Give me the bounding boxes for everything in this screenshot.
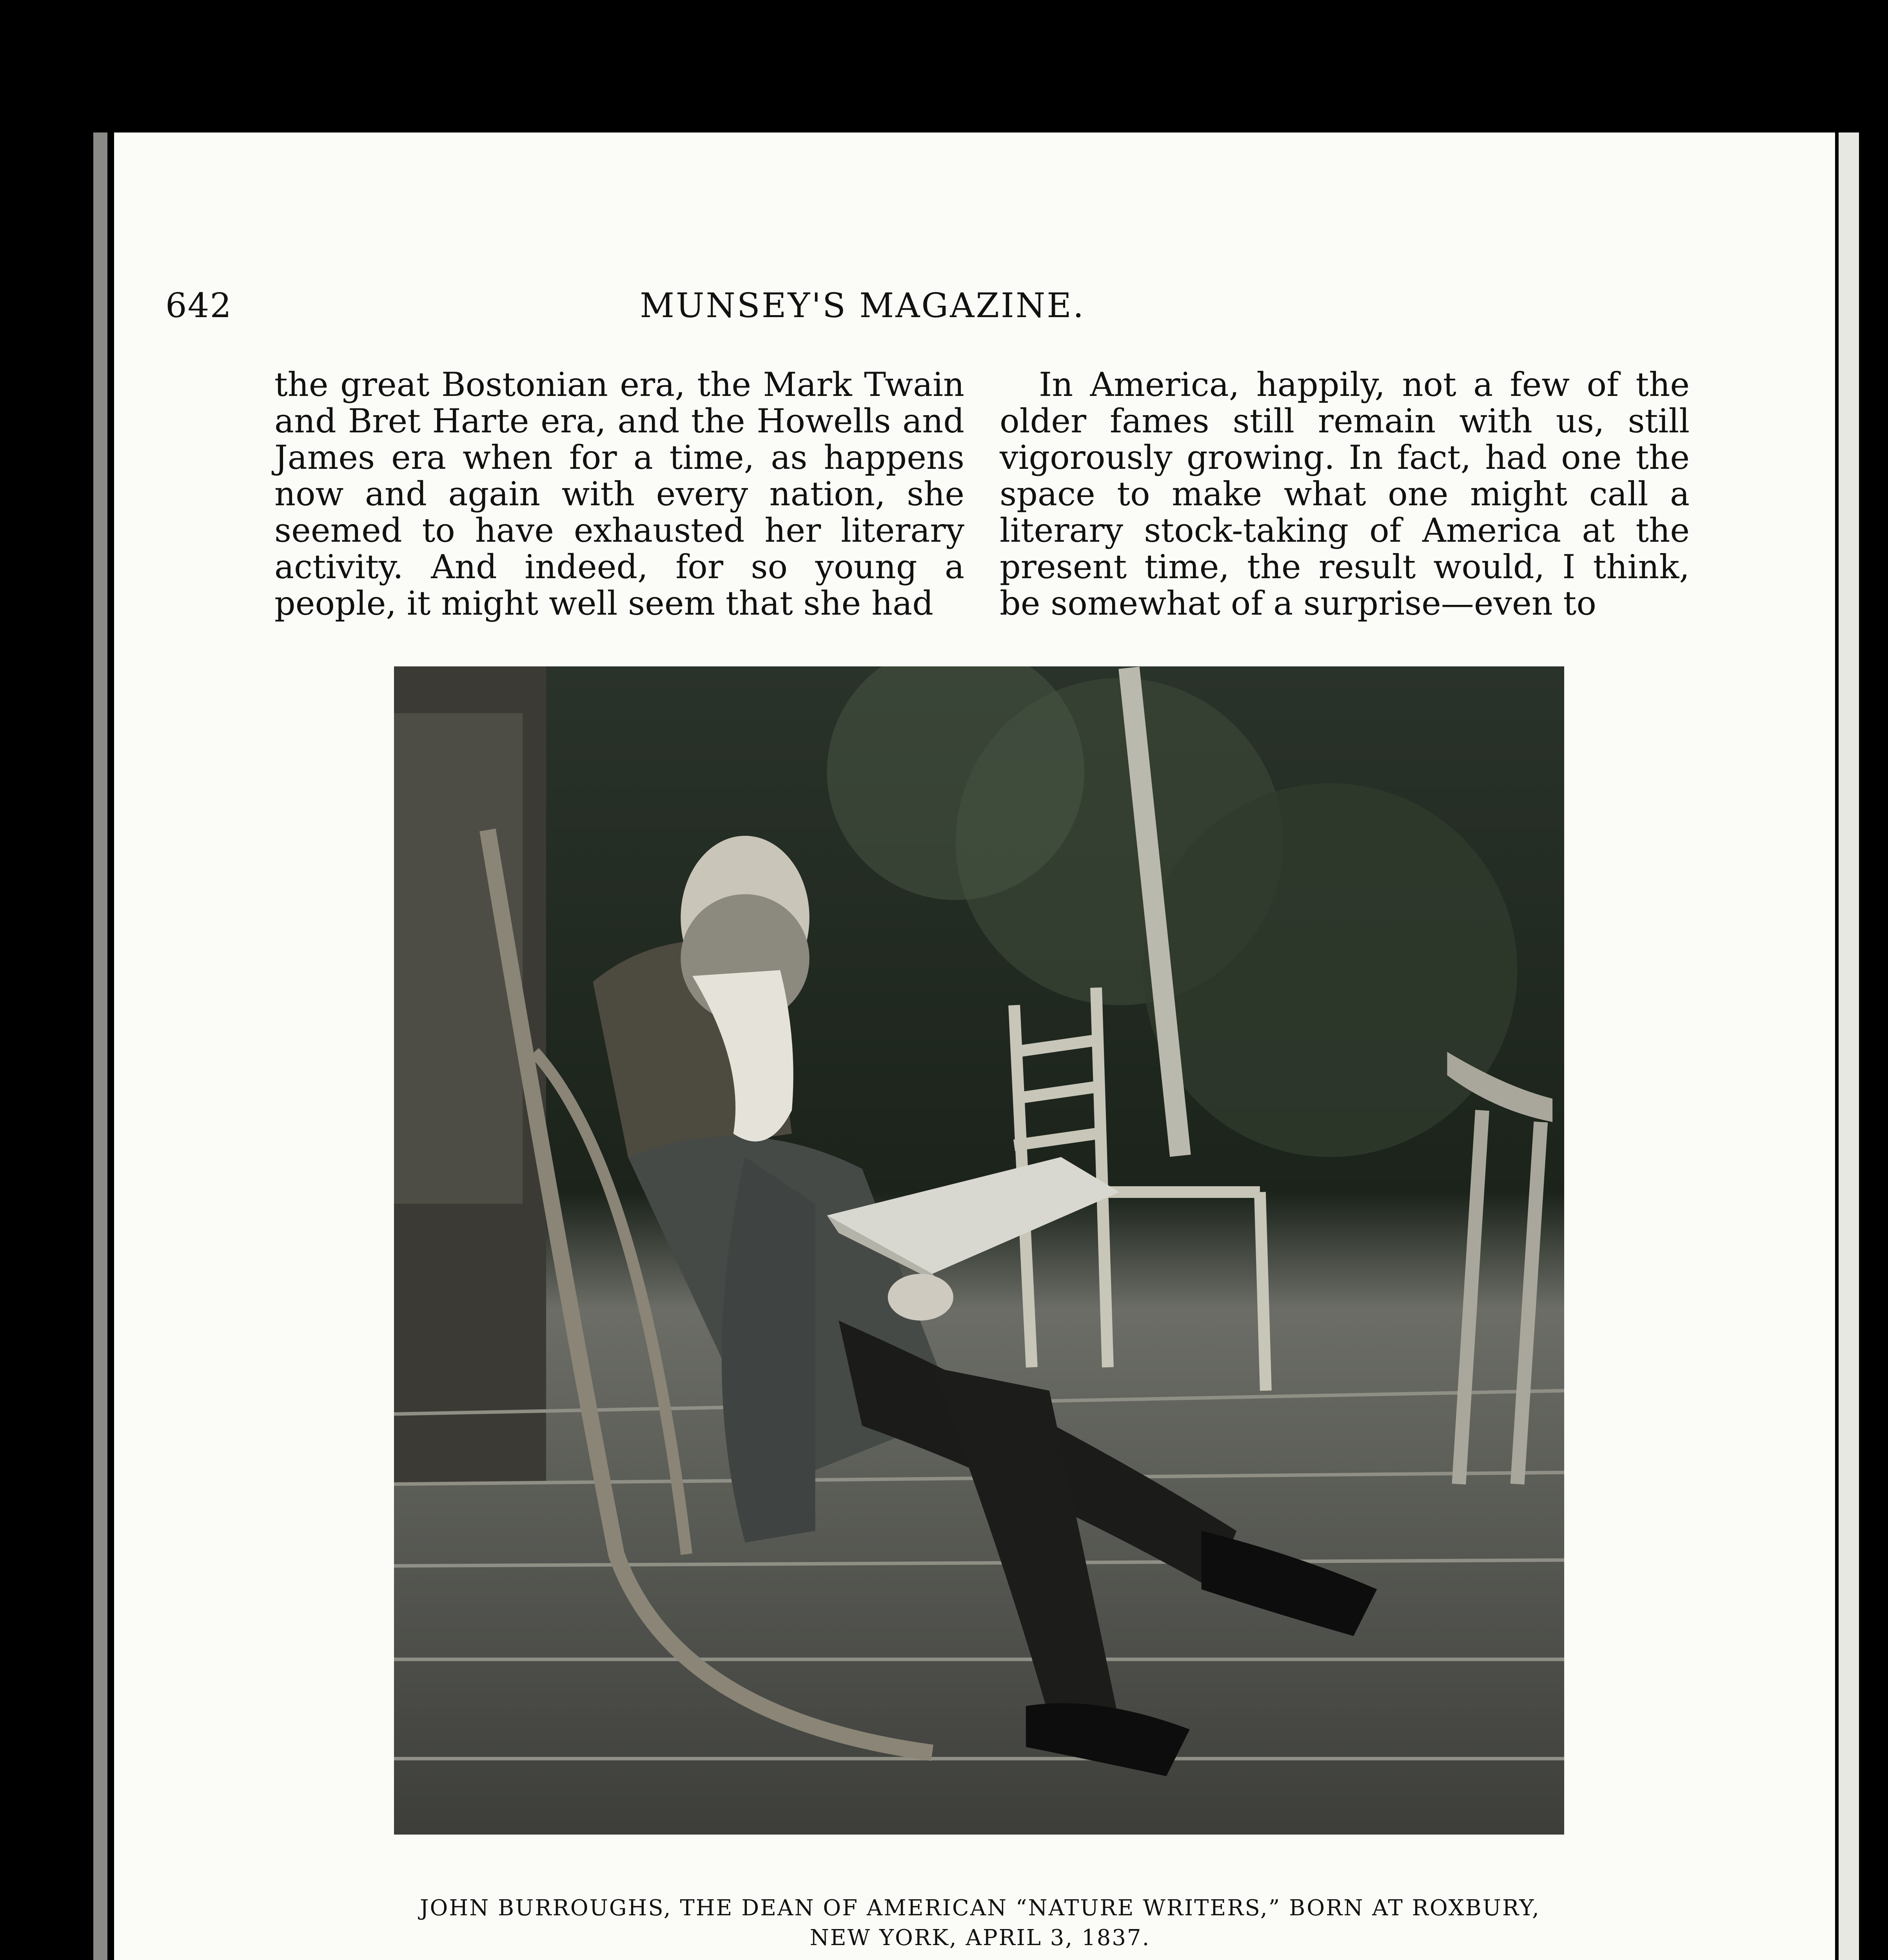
page-gutter <box>1839 132 1859 1960</box>
top-left-column <box>274 367 964 622</box>
paragraph: the great Bostonian era, the Mark Twain and Bret Harte era, and the Howells and James era when for a time, as happens now and again with every nation, she seemed to have exhausted her literary activity. And indeed, for so young a people, it might well seem that she had <box>274 365 964 622</box>
caption-line: JOHN BURROUGHS, THE DEAN OF AMERICAN “NATURE WRITERS,” BORN AT ROXBURY, <box>420 1895 1540 1921</box>
running-head <box>165 286 1686 333</box>
magazine-title: MUNSEY'S MAGAZINE. <box>640 286 1086 325</box>
caption-line: NEW YORK, APRIL 3, 1837. <box>810 1925 1151 1951</box>
page-number: 642 <box>165 286 232 325</box>
photograph-image <box>394 666 1564 1835</box>
photo-caption <box>314 1893 1647 1953</box>
page-left-edge <box>93 132 107 1960</box>
top-right-column <box>1000 367 1690 622</box>
photograph-john-burroughs <box>394 666 1564 1835</box>
paragraph: In America, happily, not a few of the older fames still remain with us, still vigorously growing. In fact, had one the space to make what one might call a literary stock-taking of America at the present time, the result would, I think, be somewhat of a surprise—even to <box>1000 365 1690 622</box>
